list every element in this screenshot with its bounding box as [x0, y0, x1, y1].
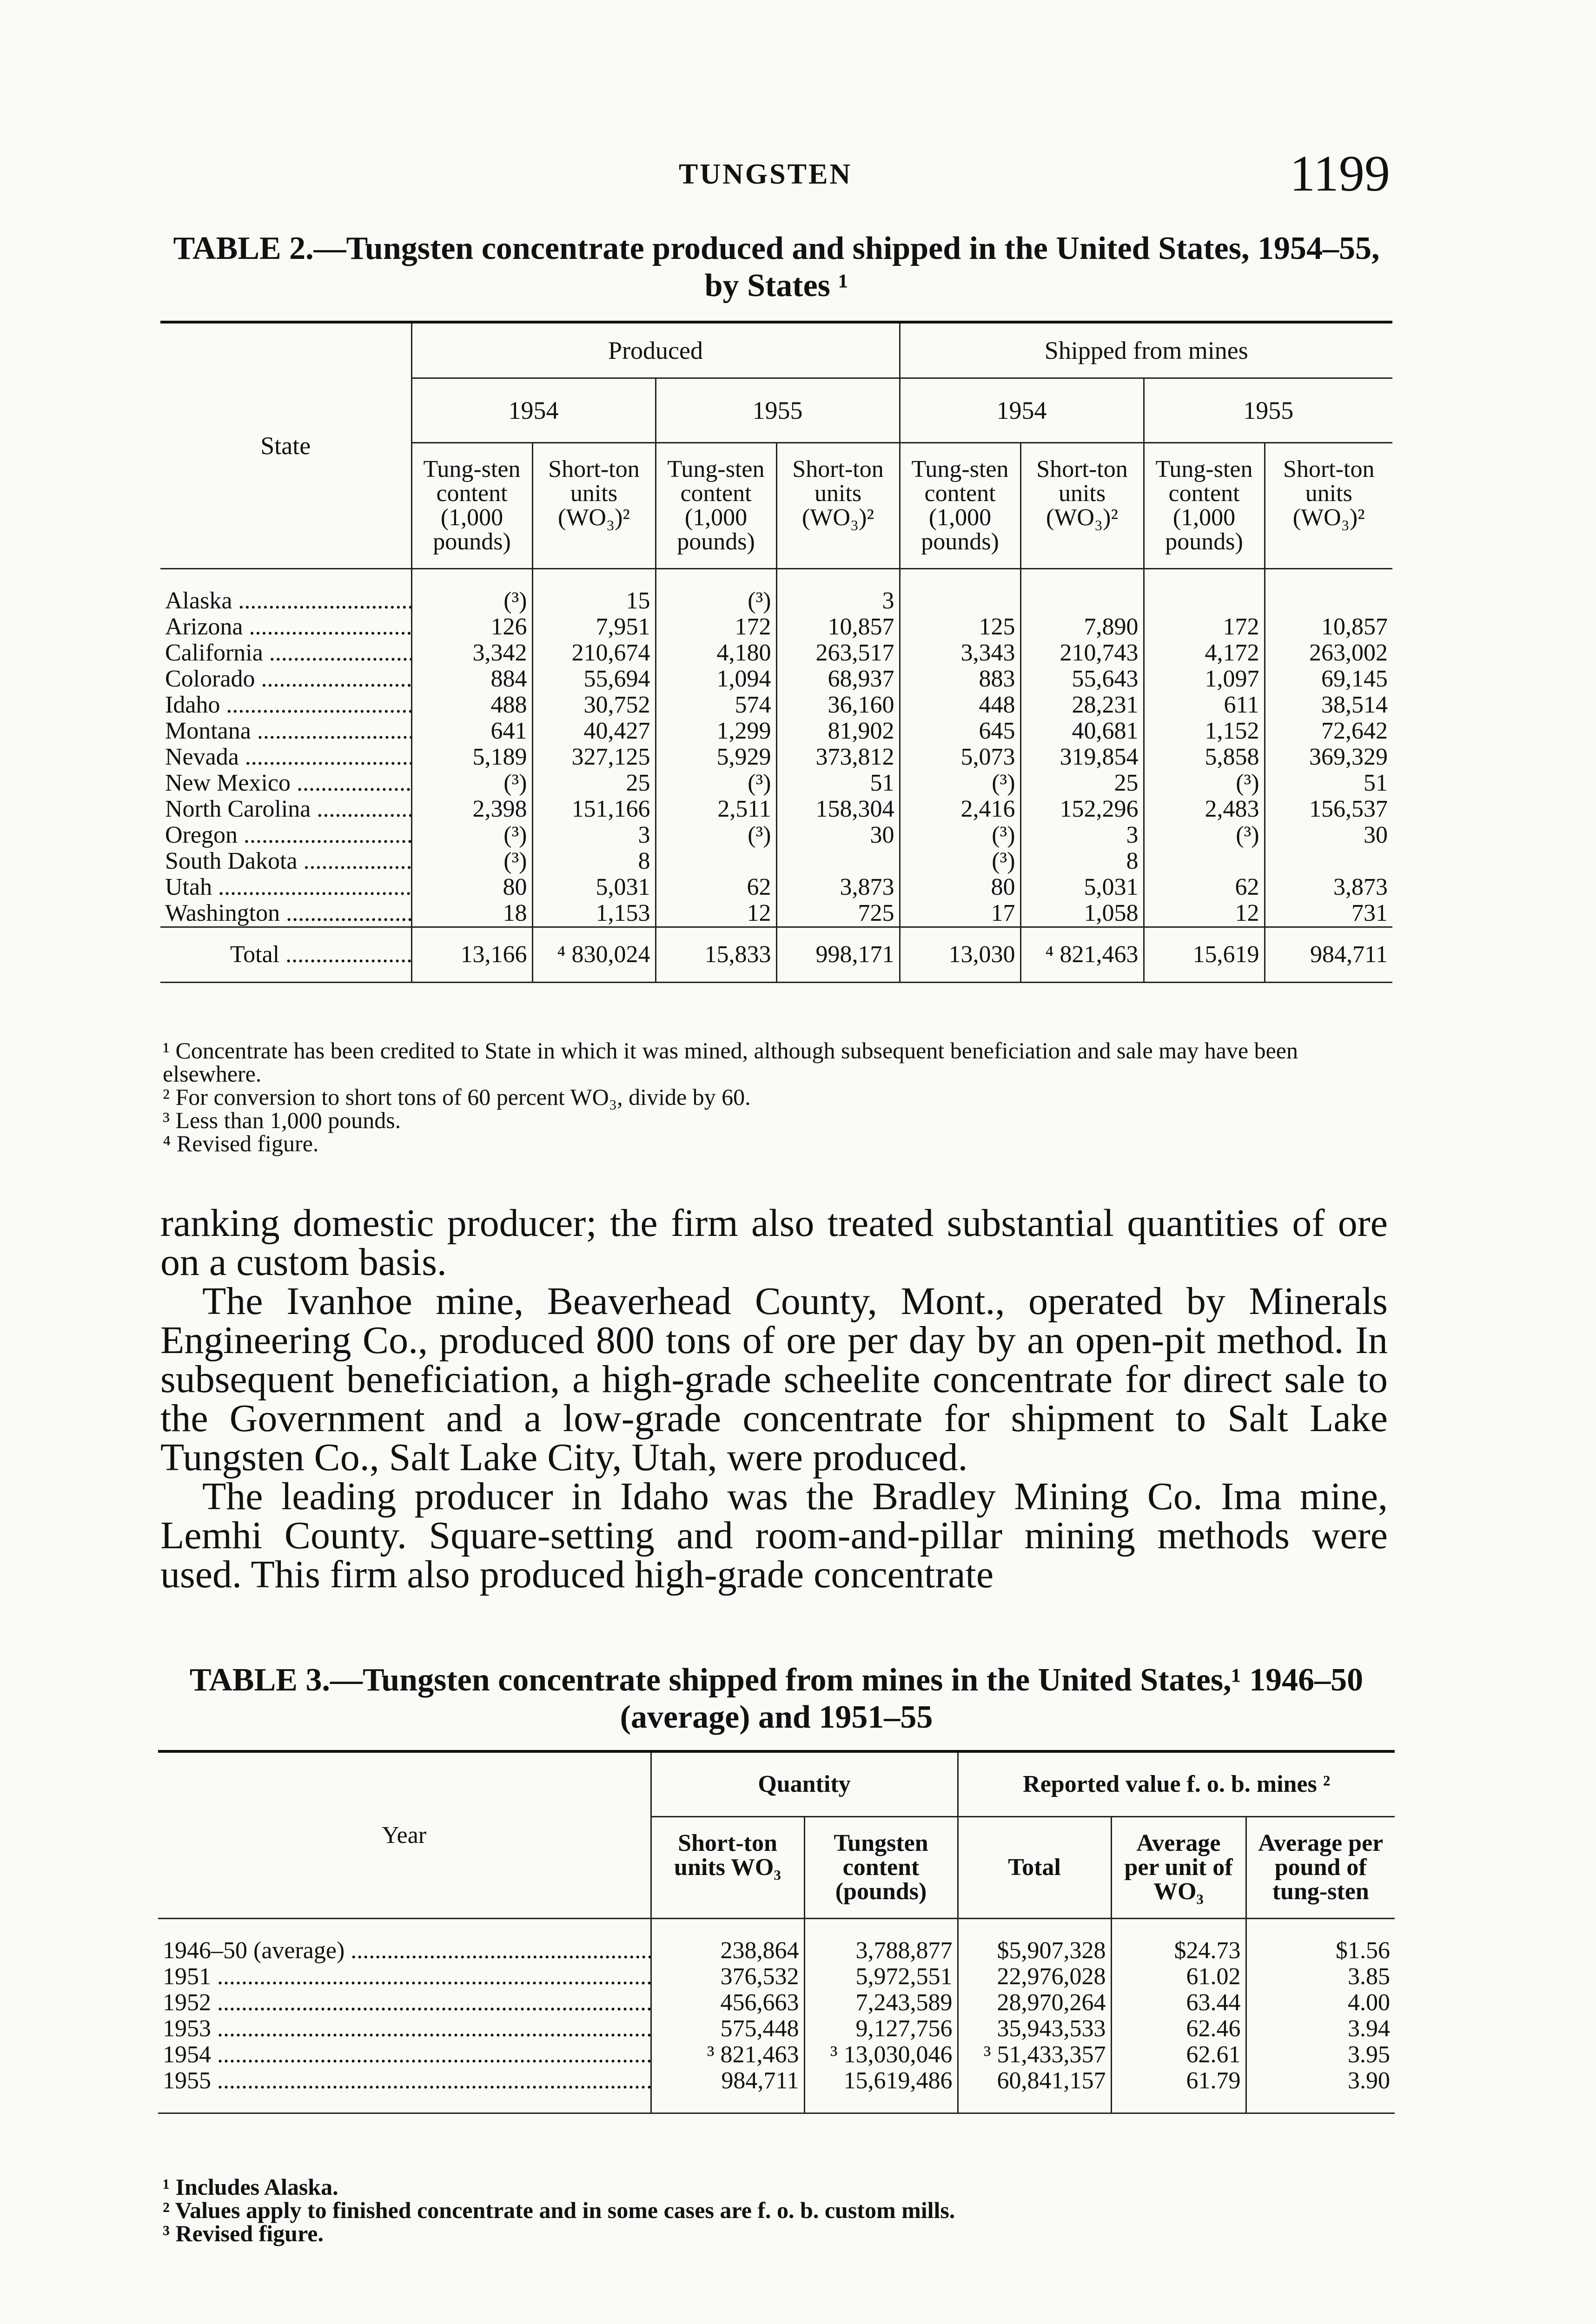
- table-row: [160, 666, 1392, 692]
- table-cell: (³): [411, 822, 532, 848]
- running-title: TUNGSTEN: [679, 158, 853, 190]
- table-row: [160, 614, 1392, 640]
- table-cell: ³ 51,433,357: [958, 2042, 1111, 2068]
- year-label: 1953 .....: [158, 2016, 651, 2042]
- table-cell: 80: [411, 874, 532, 900]
- table-cell: 55,694: [532, 666, 656, 692]
- table-cell: 80: [900, 874, 1020, 900]
- table-cell: 36,160: [776, 692, 900, 718]
- table-cell: 7,951: [532, 614, 656, 640]
- table-cell: 126: [411, 614, 532, 640]
- t2-year-shipped-1954: 1954: [900, 378, 1144, 443]
- table-cell: [1144, 848, 1265, 874]
- t2-col-tung: Tung-sten content (1,000 pounds): [411, 443, 532, 569]
- table-cell: 1,153: [532, 900, 656, 927]
- t3-group-value: Reported value f. o. b. mines ²: [958, 1751, 1395, 1817]
- table-cell: $24.73: [1111, 1919, 1246, 1964]
- table-cell: (³): [656, 822, 776, 848]
- table-row: [160, 822, 1392, 848]
- table-row: [160, 796, 1392, 822]
- table-cell: 61.79: [1111, 2068, 1246, 2113]
- table-cell: 13,030: [900, 927, 1020, 983]
- table-row: [160, 569, 1392, 614]
- table-cell: 3: [532, 822, 656, 848]
- state-name: Washington .....: [160, 900, 411, 927]
- table-cell: 17: [900, 900, 1020, 927]
- t3-stub-header: Year: [158, 1751, 651, 1919]
- table-cell: 373,812: [776, 744, 900, 770]
- table-cell: 725: [776, 900, 900, 927]
- table-cell: [1020, 569, 1144, 614]
- state-name: Arizona .....: [160, 614, 411, 640]
- table-cell: 13,166: [411, 927, 532, 983]
- table-cell: 1,097: [1144, 666, 1265, 692]
- state-name: Oregon .....: [160, 822, 411, 848]
- t2-col-short: Short-ton units (WO₃)²: [1265, 443, 1392, 569]
- table-cell: 3,788,877: [804, 1919, 958, 1964]
- table-cell: 3: [776, 569, 900, 614]
- table-cell: 3.85: [1246, 1964, 1395, 1990]
- table-cell: [900, 569, 1020, 614]
- table-cell: (³): [1144, 770, 1265, 796]
- footnote: ³ Revised figure.: [163, 2220, 324, 2246]
- table-cell: 38,514: [1265, 692, 1392, 718]
- table-cell: 3.90: [1246, 2068, 1395, 2113]
- t2-year-produced-1954: 1954: [411, 378, 656, 443]
- table-cell: 3,873: [776, 874, 900, 900]
- table-cell: 40,681: [1020, 718, 1144, 744]
- table-cell: 319,854: [1020, 744, 1144, 770]
- year-label: 1952 .....: [158, 1990, 651, 2016]
- footnote: ³ Less than 1,000 pounds.: [163, 1107, 401, 1133]
- footnote: ² For conversion to short tons of 60 percent WO₃, divide by 60.: [163, 1084, 751, 1110]
- table-cell: 8: [1020, 848, 1144, 874]
- paragraph: The Ivanhoe mine, Beaverhead County, Mont., operated by Minerals Engineering Co., produced 800 tons of ore per day by an open-pit method. In subsequent beneficiation, a high-grade scheelite concentrate for direct sale to the Government and a low-grade concentrate for shipment to Salt Lake Tungsten Co., Salt Lake City, Utah, were produced.: [160, 1280, 1388, 1479]
- table-cell: 60,841,157: [958, 2068, 1111, 2113]
- table-cell: 51: [776, 770, 900, 796]
- t2-total-label: Total .....: [160, 927, 411, 983]
- table2-footnotes: [163, 1039, 1390, 1155]
- table-cell: 456,663: [651, 1990, 804, 2016]
- t2-col-tung: Tung-sten content (1,000 pounds): [900, 443, 1020, 569]
- state-name: New Mexico .....: [160, 770, 411, 796]
- t3-col-avg-unit: Average per unit of WO₃: [1111, 1817, 1246, 1919]
- table-cell: [1265, 848, 1392, 874]
- state-name: Alaska .....: [160, 569, 411, 614]
- paragraph: ranking domestic producer; the firm also treated substantial quantities of ore on a custom basis.: [160, 1202, 1388, 1284]
- table-cell: 3,343: [900, 640, 1020, 666]
- paragraph: The leading producer in Idaho was the Bradley Mining Co. Ima mine, Lemhi County. Square-setting and room-and-pillar mining methods were used. This firm also produced high-grade concentrate: [160, 1475, 1388, 1596]
- table-row: [160, 900, 1392, 927]
- table-cell: 61.02: [1111, 1964, 1246, 1990]
- table-cell: 15,619: [1144, 927, 1265, 983]
- table-cell: (³): [900, 848, 1020, 874]
- table-cell: 5,929: [656, 744, 776, 770]
- state-name: Montana .....: [160, 718, 411, 744]
- table-cell: 7,890: [1020, 614, 1144, 640]
- table-row: [160, 692, 1392, 718]
- t3-col-total: Total: [958, 1817, 1111, 1919]
- table-cell: (³): [656, 770, 776, 796]
- table-cell: 10,857: [1265, 614, 1392, 640]
- table-cell: 18: [411, 900, 532, 927]
- page-number: 1199: [1290, 145, 1390, 202]
- table-cell: 9,127,756: [804, 2016, 958, 2042]
- table3-footnotes: [163, 2175, 1390, 2245]
- table-cell: 40,427: [532, 718, 656, 744]
- table-cell: 35,943,533: [958, 2016, 1111, 2042]
- t2-group-produced: Produced: [411, 322, 900, 378]
- t3-col-avg-pound: Average per pound of tung-sten: [1246, 1817, 1395, 1919]
- table-cell: 55,643: [1020, 666, 1144, 692]
- table-cell: 51: [1265, 770, 1392, 796]
- table-cell: 15: [532, 569, 656, 614]
- table-cell: 263,002: [1265, 640, 1392, 666]
- table-row: [160, 640, 1392, 666]
- table-cell: 883: [900, 666, 1020, 692]
- table-cell: 2,483: [1144, 796, 1265, 822]
- table-cell: 645: [900, 718, 1020, 744]
- table-cell: (³): [411, 770, 532, 796]
- table-cell: 62.61: [1111, 2042, 1246, 2068]
- table-cell: 4,172: [1144, 640, 1265, 666]
- table-cell: 62.46: [1111, 2016, 1246, 2042]
- t3-col-units: Short-ton units WO₃: [651, 1817, 804, 1919]
- table-cell: 574: [656, 692, 776, 718]
- table-cell: 15,619,486: [804, 2068, 958, 2113]
- table-cell: (³): [656, 569, 776, 614]
- table-cell: 152,296: [1020, 796, 1144, 822]
- t2-col-short: Short-ton units (WO₃)²: [776, 443, 900, 569]
- table2-caption: TABLE 2.—Tungsten concentrate produced and shipped in the United States, 1954–55, by States ¹: [173, 231, 1380, 304]
- table-cell: 1,058: [1020, 900, 1144, 927]
- body-text: [160, 1204, 1388, 1594]
- state-name: Colorado .....: [160, 666, 411, 692]
- table-cell: 3.94: [1246, 2016, 1395, 2042]
- table-cell: 30: [776, 822, 900, 848]
- table-cell: 984,711: [1265, 927, 1392, 983]
- table-cell: 12: [656, 900, 776, 927]
- table-cell: 68,937: [776, 666, 900, 692]
- table-cell: 327,125: [532, 744, 656, 770]
- table-cell: 998,171: [776, 927, 900, 983]
- table-cell: 611: [1144, 692, 1265, 718]
- table-row: [158, 2016, 1395, 2042]
- table-cell: 2,398: [411, 796, 532, 822]
- table-row: [160, 744, 1392, 770]
- table-cell: 12: [1144, 900, 1265, 927]
- year-label: 1946–50 (average) .....: [158, 1919, 651, 1964]
- table-cell: 369,329: [1265, 744, 1392, 770]
- table-cell: 5,858: [1144, 744, 1265, 770]
- table-cell: 63.44: [1111, 1990, 1246, 2016]
- table-cell: 2,511: [656, 796, 776, 822]
- table-cell: 5,073: [900, 744, 1020, 770]
- t2-col-short: Short-ton units (WO₃)²: [532, 443, 656, 569]
- table-cell: 69,145: [1265, 666, 1392, 692]
- table-cell: 3,342: [411, 640, 532, 666]
- t2-group-shipped: Shipped from mines: [900, 322, 1392, 378]
- table-row: [160, 770, 1392, 796]
- table-cell: 4.00: [1246, 1990, 1395, 2016]
- table-cell: 575,448: [651, 2016, 804, 2042]
- table-cell: 22,976,028: [958, 1964, 1111, 1990]
- table2: [160, 321, 1392, 983]
- t2-col-tung: Tung-sten content (1,000 pounds): [656, 443, 776, 569]
- table-cell: 25: [532, 770, 656, 796]
- table-cell: 72,642: [1265, 718, 1392, 744]
- table-cell: 210,743: [1020, 640, 1144, 666]
- table-cell: 884: [411, 666, 532, 692]
- table-cell: 25: [1020, 770, 1144, 796]
- table3: [158, 1750, 1395, 2114]
- table-cell: 30,752: [532, 692, 656, 718]
- table-cell: 172: [1144, 614, 1265, 640]
- table-cell: 62: [656, 874, 776, 900]
- year-label: 1955 .....: [158, 2068, 651, 2113]
- footnote: ⁴ Revised figure.: [163, 1130, 319, 1156]
- table-row: [158, 1990, 1395, 2016]
- t3-col-content: Tungsten content (pounds): [804, 1817, 958, 1919]
- table-cell: 1,094: [656, 666, 776, 692]
- table-cell: $1.56: [1246, 1919, 1395, 1964]
- table-cell: 8: [532, 848, 656, 874]
- table-row: [160, 718, 1392, 744]
- table-cell: [656, 848, 776, 874]
- table-cell: $5,907,328: [958, 1919, 1111, 1964]
- table-cell: 15,833: [656, 927, 776, 983]
- state-name: North Carolina .....: [160, 796, 411, 822]
- t2-total-row: [160, 927, 1392, 983]
- footnote: ² Values apply to finished concentrate and in some cases are f. o. b. custom mills.: [163, 2197, 955, 2223]
- table-cell: [1265, 569, 1392, 614]
- table-cell: 62: [1144, 874, 1265, 900]
- table-cell: 156,537: [1265, 796, 1392, 822]
- table-cell: 731: [1265, 900, 1392, 927]
- table-cell: (³): [900, 822, 1020, 848]
- table-cell: 5,972,551: [804, 1964, 958, 1990]
- table-cell: 238,864: [651, 1919, 804, 1964]
- table-cell: 641: [411, 718, 532, 744]
- table-cell: [1144, 569, 1265, 614]
- table3-caption: TABLE 3.—Tungsten concentrate shipped from mines in the United States,¹ 1946–50 (average) and 1951–55: [189, 1662, 1364, 1735]
- table-cell: 151,166: [532, 796, 656, 822]
- table-cell: 984,711: [651, 2068, 804, 2113]
- table-cell: 125: [900, 614, 1020, 640]
- table-cell: 28,970,264: [958, 1990, 1111, 2016]
- table-cell: 3.95: [1246, 2042, 1395, 2068]
- footnote: ¹ Includes Alaska.: [163, 2174, 338, 2200]
- table-cell: 2,416: [900, 796, 1020, 822]
- table-cell: 5,189: [411, 744, 532, 770]
- table-cell: ⁴ 830,024: [532, 927, 656, 983]
- table-row: [160, 874, 1392, 900]
- table-cell: 10,857: [776, 614, 900, 640]
- t2-col-tung: Tung-sten content (1,000 pounds): [1144, 443, 1265, 569]
- table-cell: (³): [411, 848, 532, 874]
- t2-year-shipped-1955: 1955: [1144, 378, 1392, 443]
- table-cell: 3,873: [1265, 874, 1392, 900]
- state-name: South Dakota .....: [160, 848, 411, 874]
- table-cell: (³): [411, 569, 532, 614]
- table-row: [158, 2068, 1395, 2113]
- state-name: Utah .....: [160, 874, 411, 900]
- year-label: 1954 .....: [158, 2042, 651, 2068]
- footnote: ¹ Concentrate has been credited to State in which it was mined, although subsequent beneficiation and sale may have been elsewhere.: [163, 1037, 1298, 1087]
- table-cell: 158,304: [776, 796, 900, 822]
- table-cell: ³ 821,463: [651, 2042, 804, 2068]
- table-cell: (³): [900, 770, 1020, 796]
- page-header: [158, 139, 1390, 200]
- table-cell: 488: [411, 692, 532, 718]
- table-row: [160, 848, 1392, 874]
- state-name: Nevada .....: [160, 744, 411, 770]
- table-cell: [776, 848, 900, 874]
- table-row: [158, 2042, 1395, 2068]
- table-cell: 28,231: [1020, 692, 1144, 718]
- table-cell: 7,243,589: [804, 1990, 958, 2016]
- table-cell: 5,031: [532, 874, 656, 900]
- table-cell: 1,299: [656, 718, 776, 744]
- table-cell: 172: [656, 614, 776, 640]
- table-cell: ³ 13,030,046: [804, 2042, 958, 2068]
- table-cell: 1,152: [1144, 718, 1265, 744]
- table-cell: 5,031: [1020, 874, 1144, 900]
- table-cell: (³): [1144, 822, 1265, 848]
- t2-col-short: Short-ton units (WO₃)²: [1020, 443, 1144, 569]
- t2-year-produced-1955: 1955: [656, 378, 900, 443]
- table-row: [158, 1964, 1395, 1990]
- t2-stub-header: State: [160, 322, 411, 569]
- table-row: [158, 1919, 1395, 1964]
- t3-group-quantity: Quantity: [651, 1751, 958, 1817]
- state-name: California .....: [160, 640, 411, 666]
- table-cell: 4,180: [656, 640, 776, 666]
- table-cell: 376,532: [651, 1964, 804, 1990]
- table-cell: 263,517: [776, 640, 900, 666]
- state-name: Idaho .....: [160, 692, 411, 718]
- table-cell: 210,674: [532, 640, 656, 666]
- year-label: 1951 .....: [158, 1964, 651, 1990]
- table-cell: 81,902: [776, 718, 900, 744]
- table-cell: ⁴ 821,463: [1020, 927, 1144, 983]
- table-cell: 3: [1020, 822, 1144, 848]
- table-cell: 448: [900, 692, 1020, 718]
- table-cell: 30: [1265, 822, 1392, 848]
